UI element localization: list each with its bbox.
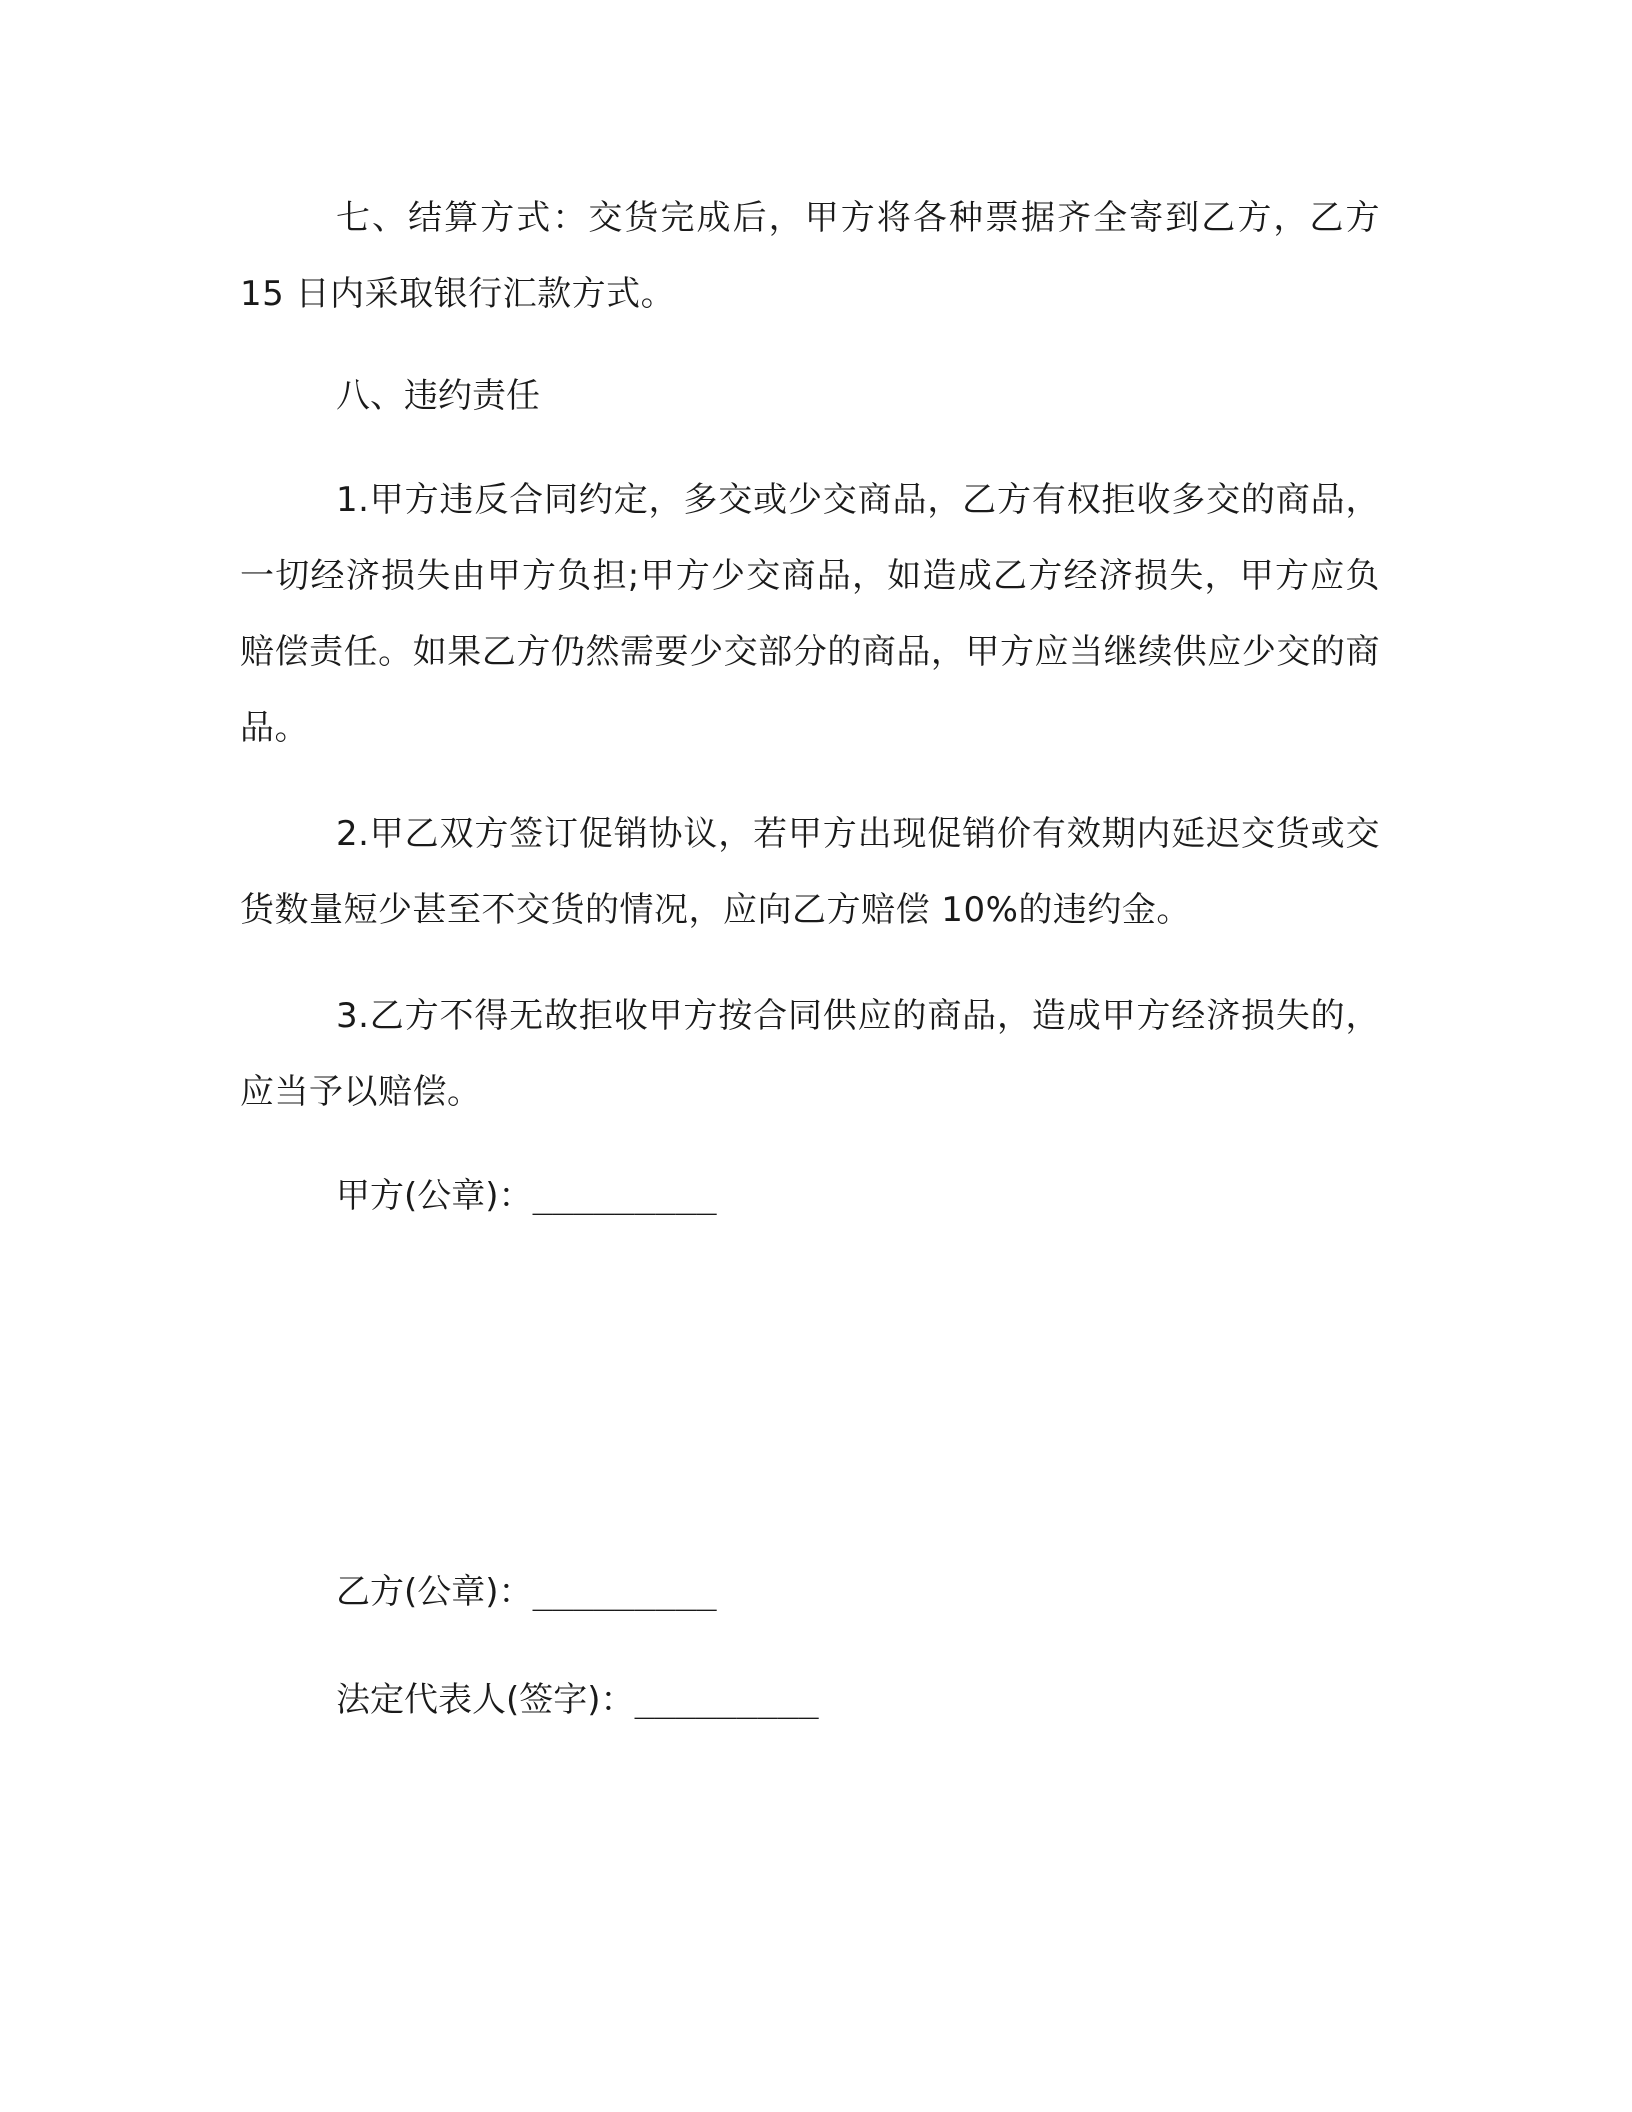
settlement-clause: 七、结算方式：交货完成后，甲方将各种票据齐全寄到乙方，乙方 15 日内采取银行汇款方式。: [240, 198, 1380, 314]
legal-rep-signature-line: [336, 1662, 819, 1738]
party-a-signature-line: [336, 1158, 717, 1234]
party-a-label: 甲方(公章)：: [336, 1176, 533, 1216]
party-b-blank[interactable]: _________: [532, 1572, 717, 1612]
party-b-label: 乙方(公章)：: [336, 1572, 533, 1612]
breach-clause-3: 3.乙方不得无故拒收甲方按合同供应的商品，造成甲方经济损失的，应当予以赔偿。: [240, 996, 1380, 1112]
party-b-signature-line: [336, 1554, 717, 1630]
legal-rep-label: 法定代表人(签字)：: [336, 1680, 635, 1720]
party-a-blank[interactable]: _________: [532, 1176, 717, 1216]
legal-rep-blank[interactable]: _________: [634, 1680, 819, 1720]
breach-heading: 八、违约责任: [336, 376, 540, 416]
breach-clause-1: 1.甲方违反合同约定，多交或少交商品，乙方有权拒收多交的商品，一切经济损失由甲方负担;甲方少交商品，如造成乙方经济损失，甲方应负赔偿责任。如果乙方仍然需要少交部分的商品，甲方应当继续供应少交的商品。: [240, 480, 1380, 748]
breach-clause-2: 2.甲乙双方签订促销协议，若甲方出现促销价有效期内延迟交货或交货数量短少甚至不交货的情况，应向乙方赔偿 10%的违约金。: [240, 814, 1380, 930]
